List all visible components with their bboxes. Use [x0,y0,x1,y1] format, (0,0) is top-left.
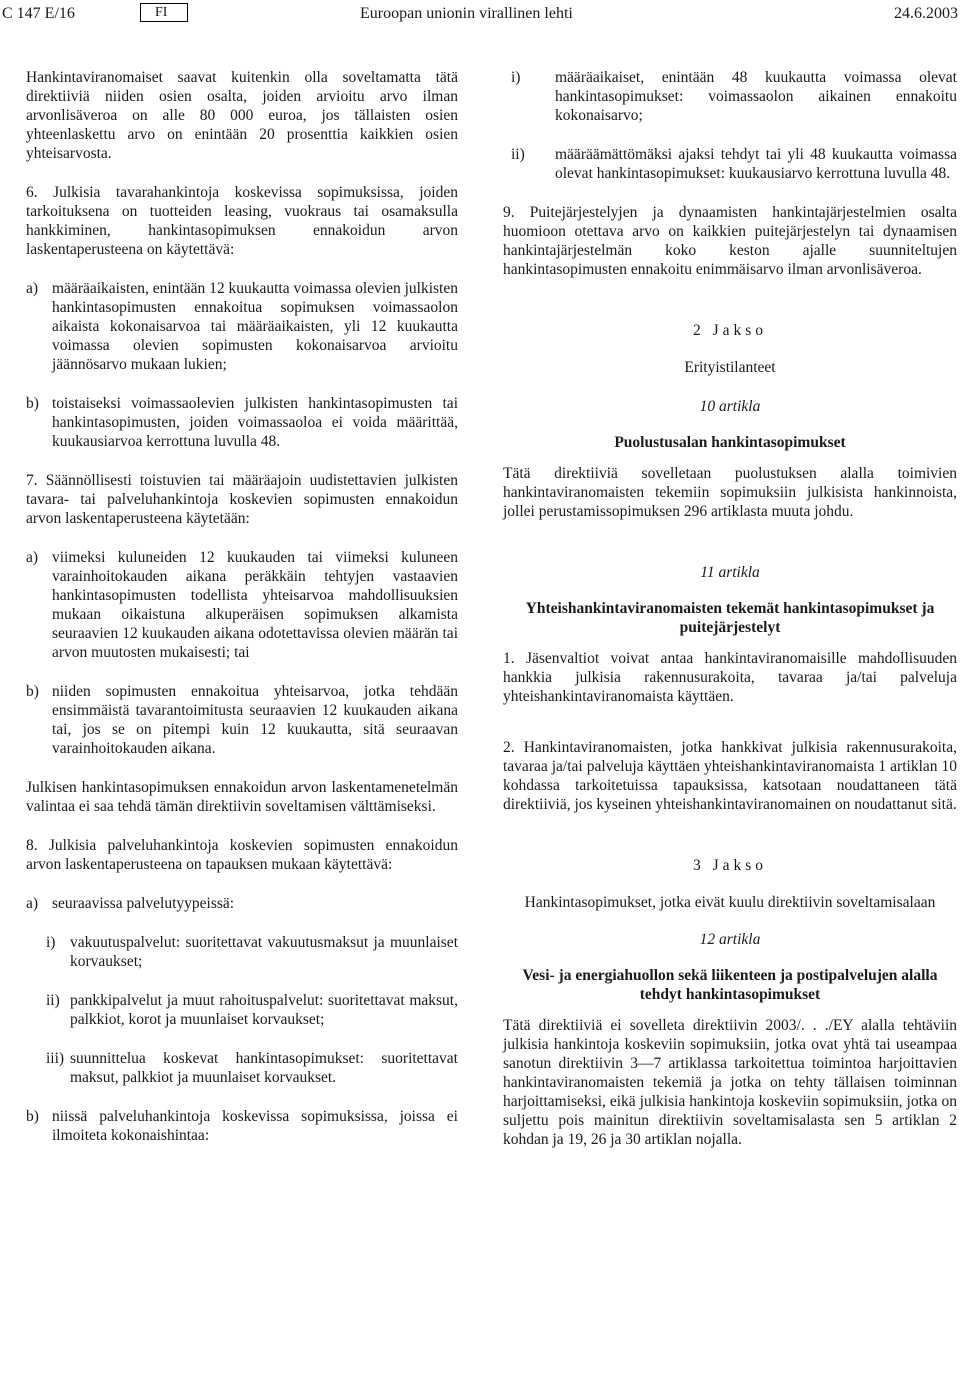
list-item-7a [26,548,458,662]
article-title: Vesi- ja energiahuollon sekä liikenteen ja postipalvelujen alalla tehdyt hankintasopimukset [522,967,938,1003]
list-text: määräaikaiset, enintään 48 kuukautta voimassa olevat hankintasopimukset: voimassaolon aikainen ennakoitu kokonaisarvo; [555,69,957,124]
list-label: iii) [46,1050,65,1067]
list-item-8a-iii [26,1049,458,1087]
paragraph-9: 9. Puitejärjestelyjen ja dynaamisten hankintajärjestelmien osalta huomioon otettava arvo on kaikkien puitejärjestelyn tai dynaamisen hankintajärjestelmän koko keston ajalle suunniteltujen hankintasopimusten ennakoitu enimmäisarvo ilman arvonlisäveroa. [503,204,957,278]
list-text: vakuutuspalvelut: suoritettavat vakuutusmaksut ja muunlaiset korvaukset; [70,934,458,970]
article-title: Yhteishankintaviranomaisten tekemät hankintasopimukset ja puitejärjestelyt [525,600,935,636]
list-item-8a-i [26,933,458,971]
paragraph: Tätä direktiiviä ei sovelleta direktiivin 2003/. . ./EY alalla tehtäviin julkisia hankintoja koskeviin sopimuksiin, jotka ovat yhtä tai useampaa sanotun direktiivin 3—7 artiklassa tarkoitettua toimintoa harjoittavien hankintaviranomaisten tekemiä ja jotka on tehty tällaisen toiminnan harjoittamiseksi, eikä julkisia hankintoja koskeviin sopimuksiin, jotka on suljettu pois mainitun direktiivin soveltamisalasta sen 5 artiklan 2 kohdan ja 19, 26 ja 30 artiklan nojalla. [503,1017,957,1148]
paragraph: Hankintaviranomaiset saavat kuitenkin olla soveltamatta tätä direktiiviä niiden osien osalta, joiden arvioitu arvo ilman arvonlisäveroa on alle 80 000 euroa, jos tällaisten osien yhteenlaskettu arvo on enintään 20 prosenttia kaikkien osien yhteisarvosta. [26,69,458,162]
article-number: 11 artikla [700,564,760,581]
list-text: suunnittelua koskevat hankintasopimukset: suoritettavat maksut, palkkiot ja muunlaiset korvaukset. [70,1050,458,1086]
list-text: määräämättömäksi ajaksi tehdyt tai yli 48 kuukautta voimassa olevat hankintasopimukset: kuukausiarvo kerrottuna luvulla 48. [555,146,957,182]
list-item-8a-ii [26,991,458,1029]
list-item-6b [26,394,458,451]
list-text: niissä palveluhankintoja koskevissa sopimuksissa, joissa ei ilmoiteta kokonaishintaa: [52,1108,458,1144]
paragraph-7: 7. Säännöllisesti toistuvien tai määräajoin uudistettavien julkisten tavara- tai palveluhankintoja koskevien sopimusten ennakoidun arvon laskentaperusteena käytetään: [26,472,458,527]
list-label: b) [26,1108,39,1125]
paragraph: 1. Jäsenvaltiot voivat antaa hankintaviranomaisille mahdollisuuden hankkia julkisia rakennusurakoita, tavaraa ja/tai palveluja yhteishankintaviranomaista käyttäen. [503,650,957,705]
paragraph: Tätä direktiiviä sovelletaan puolustuksen alalla toimivien hankintaviranomaisten tekemiin sopimuksiin julkisista hankinnoista, jollei perustamissopimuksen 296 artiklasta muuta johdu. [503,465,957,520]
paragraph-8: 8. Julkisia palveluhankintoja koskevien sopimusten ennakoidun arvon laskentaperusteena on tapauksen mukaan käytettävä: [26,837,458,873]
list-label: ii) [511,146,525,163]
list-label: i) [46,934,56,951]
list-label: a) [26,549,39,566]
paragraph: 2. Hankintaviranomaisten, jotka hankkivat julkisia rakennusurakoita, tavaraa ja/tai palveluja käyttäen yhteishankintaviranomaista 1 artiklan 10 kohdassa tarkoitetuissa tapauksissa, katsotaan noudattaneen tätä direktiiviä, jos kyseinen yhteishankintaviranomainen on noudattanut sitä. [503,739,957,813]
list-item-8a [26,894,458,913]
list-item-i [503,68,957,125]
list-item-ii [503,145,957,183]
list-item-8b [26,1107,458,1145]
list-text: seuraavissa palvelutyypeissä: [52,895,235,912]
list-text: pankkipalvelut ja muut rahoituspalvelut: suoritettavat maksut, palkkiot, korot ja muunlaiset korvaukset; [70,992,458,1028]
list-text: viimeksi kuluneiden 12 kuukauden tai viimeksi kuluneen varainhoitokauden aikana peräkkäin tehtyjen vastaavien hankintasopimusten todellista yhteisarvoa mahdollisuuksien mukaan oikaistuna alkuperäisen sopimuksen alkamista seuraavien 12 kuukauden aikana odotettavissa olevien määrän tai arvon muutosten mukaisesti; tai [52,549,458,661]
list-label: a) [26,895,39,912]
page-header [0,4,960,28]
section-heading: 2 Jakso [692,322,768,339]
list-label: i) [511,69,521,86]
list-text: määräaikaisten, enintään 12 kuukautta voimassa olevien julkisten hankintasopimusten ennakoitua sopimuksen voimassaolon aikaista kokonaisarvoa tai määräaikaisten, yli 12 kuukautta voimassa olevien sopimusten kokonaisarvoa arvioitu jäännösarvo mukaan lukien; [52,280,458,373]
publication-date: 24.6.2003 [894,5,958,22]
article-number: 10 artikla [699,398,761,415]
list-text: toistaiseksi voimassaolevien julkisten hankintasopimusten tai hankintasopimusten, joiden voimassaoloa ei voida määrittää, kuukausiarvoa kerrottuna luvulla 48. [52,395,458,450]
journal-title: Euroopan unionin virallinen lehti [360,5,573,22]
list-label: ii) [46,992,60,1009]
list-text: niiden sopimusten ennakoitua yhteisarvoa, jotka tehdään ensimmäistä tavarantoimitusta seuraavien 12 kuukauden aikana tai, jos se on pitempi kuin 12 kuukautta, sitä seuraavan varainhoitokauden aikana. [52,683,458,757]
right-column [503,68,957,1149]
left-column [26,68,458,1145]
section-heading: 3 Jakso [692,857,768,874]
journal-reference: C 147 E/16 [2,5,75,22]
list-item-6a [26,279,458,374]
list-label: b) [26,683,39,700]
list-item-7b [26,682,458,758]
section-title: Hankintasopimukset, jotka eivät kuulu direktiivin soveltamisalaan [524,894,936,911]
paragraph: Julkisen hankintasopimuksen ennakoidun arvon laskentamenetelmän valintaa ei saa tehdä tämän direktiivin soveltamisen välttämiseksi. [26,779,458,815]
list-label: a) [26,280,39,297]
article-title: Puolustusalan hankintasopimukset [614,434,846,451]
language-code: FI [140,3,188,22]
list-label: b) [26,395,39,412]
article-number: 12 artikla [699,931,761,948]
paragraph-6: 6. Julkisia tavarahankintoja koskevissa sopimuksissa, joiden tarkoituksena on tuotteiden leasing, vuokraus tai osamaksulla hankkiminen, hankintasopimuksen ennakoidun arvon laskentaperusteena on käytettävä: [26,184,458,258]
section-title: Erityistilanteet [684,359,776,376]
